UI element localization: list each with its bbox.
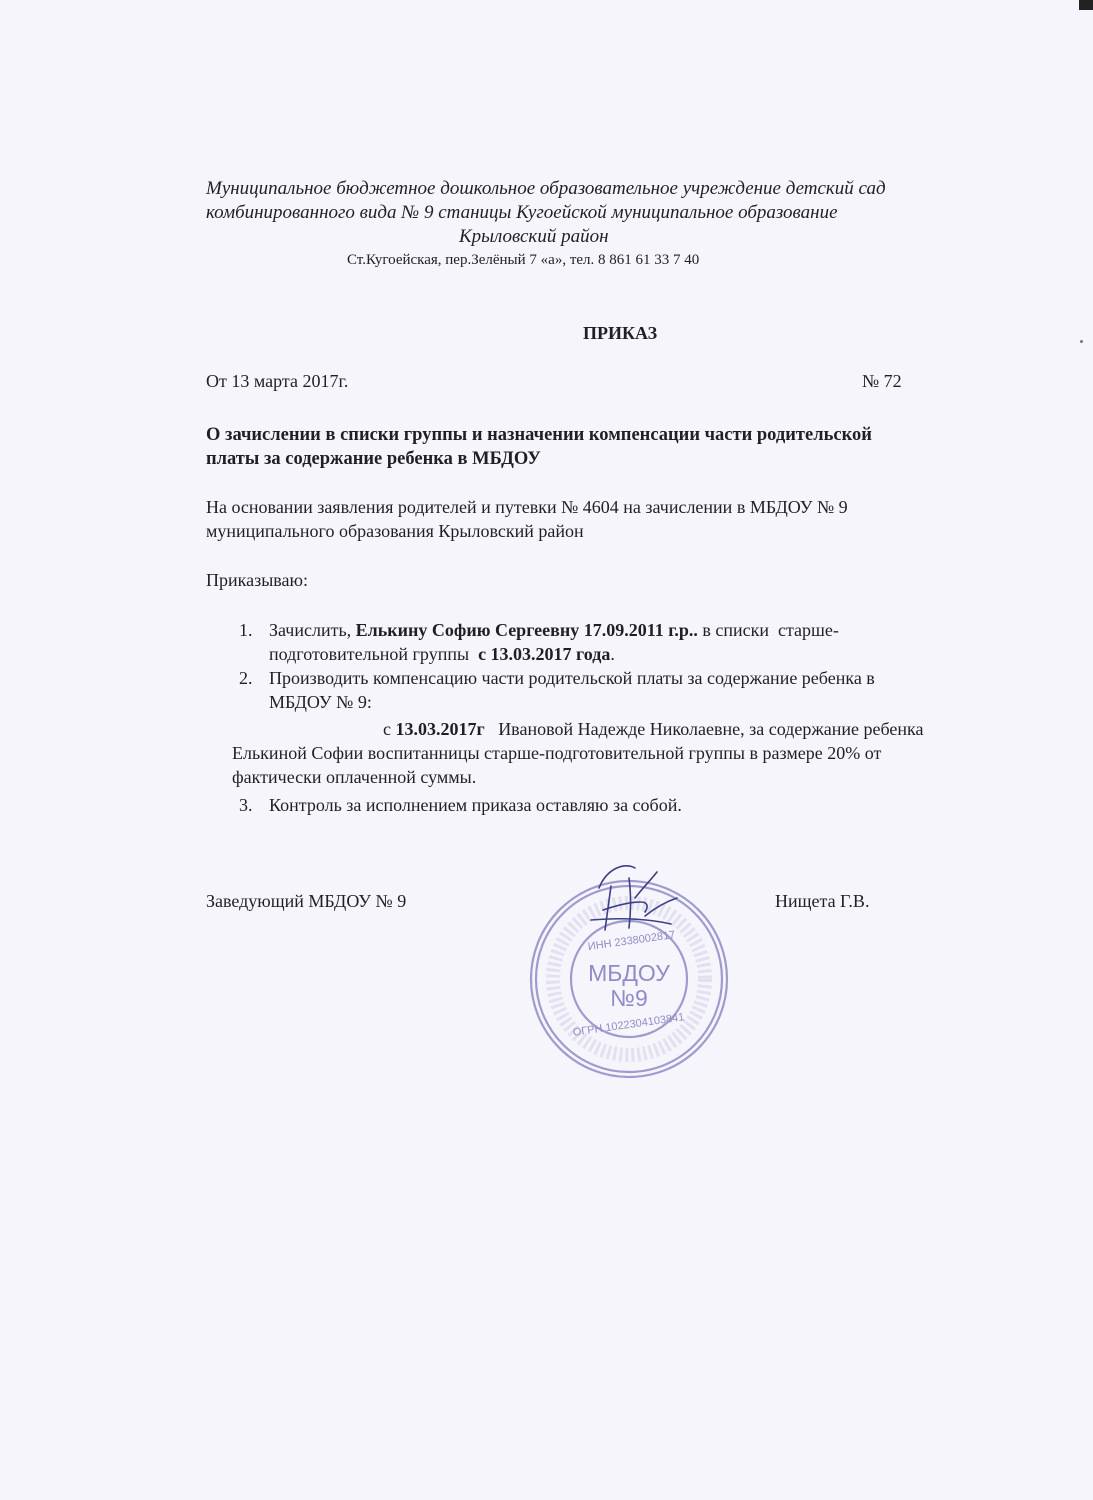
- basis-line-1: На основании заявления родителей и путевки № 4604 на зачислении в МБДОУ № 9: [206, 497, 848, 517]
- basis-line-2: муниципального образования Крыловский район: [206, 521, 584, 541]
- order-date: От 13 марта 2017г.: [206, 371, 349, 391]
- header-line-2: комбинированного вида № 9 станицы Кугоейской муниципальное образование: [206, 202, 838, 223]
- seal-ogrn: ОГРН 1022304103841: [572, 1011, 686, 1039]
- scan-dust-dot: [1080, 340, 1083, 343]
- order-number: № 72: [862, 371, 902, 391]
- seal-center-line-1: МБДОУ: [588, 960, 670, 986]
- item-2-line-2: МБДОУ № 9:: [269, 692, 372, 712]
- item-1-line2-post: .: [610, 644, 615, 664]
- item-1-line-1: [269, 619, 839, 641]
- item-2-line-1: Производить компенсацию части родительской платы за содержание ребенка в: [269, 668, 875, 688]
- item-2-line3-pre: с: [383, 719, 396, 739]
- seal-center-line-2: №9: [610, 985, 648, 1011]
- item-1-number: 1.: [239, 620, 253, 640]
- item-2-start-date: 13.03.2017г: [395, 719, 485, 739]
- seal-inn: ИНН 2338002817: [587, 928, 677, 954]
- item-2-line-3: [383, 718, 924, 740]
- item-3-number: 3.: [239, 795, 253, 815]
- item-3-text: Контроль за исполнением приказа оставляю за собой.: [269, 795, 682, 815]
- item-1-child-name: Елькину Софию Сергеевну 17.09.2011 г.р..: [355, 620, 698, 640]
- header-line-3: Крыловский район: [459, 226, 609, 247]
- scan-edge-mark: [1079, 0, 1093, 10]
- item-1-line2-pre: подготовительной группы: [269, 644, 479, 664]
- item-2-line-4: Елькиной Софии воспитанницы старше-подготовительной группы в размере 20% от: [232, 743, 882, 763]
- signatory-position: Заведующий МБДОУ № 9: [206, 891, 407, 911]
- handwritten-signature: [585, 858, 680, 938]
- header-line-1: Муниципальное бюджетное дошкольное образовательное учреждение детский сад: [206, 178, 886, 199]
- subject-line-1: О зачислении в списки группы и назначении компенсации части родительской: [206, 425, 872, 445]
- signatory-name: Нищета Г.В.: [775, 891, 870, 911]
- item-1-start-date: с 13.03.2017 года: [478, 644, 611, 664]
- item-2-line3-post: Ивановой Надежде Николаевне, за содержание ребенка: [484, 719, 924, 739]
- order-word: Приказываю:: [206, 570, 308, 590]
- item-1-line-2: [269, 643, 615, 665]
- subject-line-2: платы за содержание ребенка в МБДОУ: [206, 449, 541, 469]
- item-1-post: в списки старше-: [697, 620, 839, 640]
- item-2-number: 2.: [239, 668, 253, 688]
- item-1-pre: Зачислить,: [269, 620, 356, 640]
- header-address: Ст.Кугоейская, пер.Зелёный 7 «а», тел. 8 861 61 33 7 40: [347, 252, 700, 268]
- doc-title: ПРИКАЗ: [583, 323, 658, 343]
- item-2-line-5: фактически оплаченной суммы.: [232, 767, 477, 787]
